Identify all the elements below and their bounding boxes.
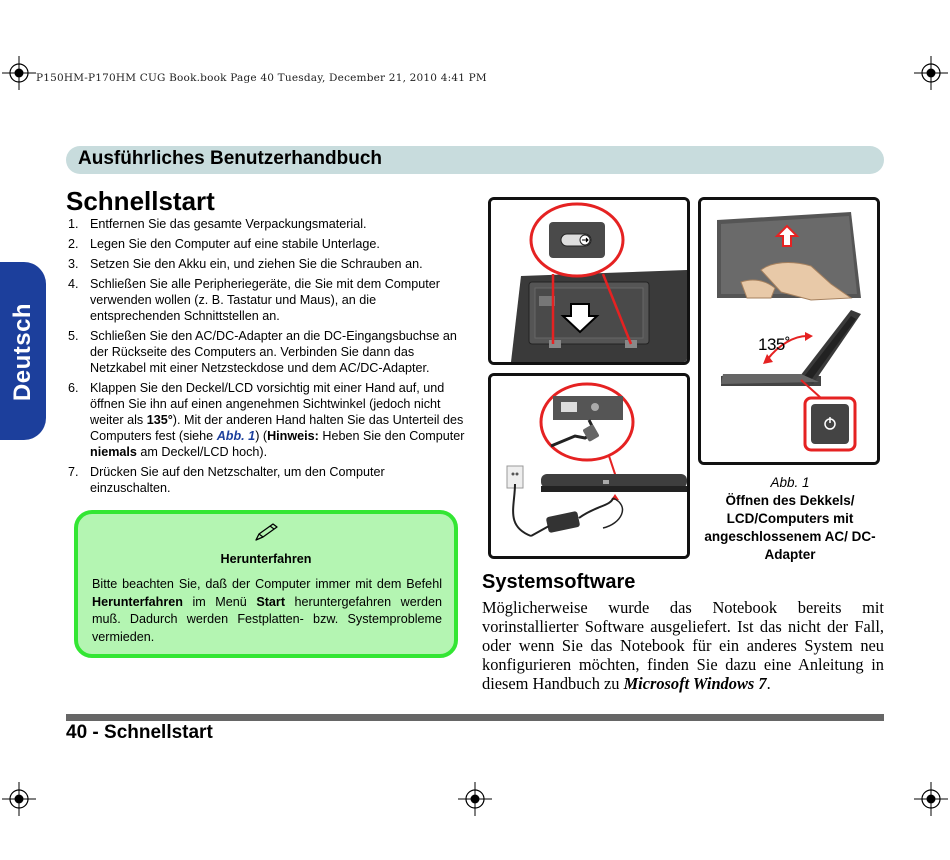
angle-value: 135° bbox=[146, 413, 173, 427]
step-number: 5. bbox=[68, 329, 79, 343]
language-tab-label: Deutsch bbox=[9, 302, 36, 402]
crop-mark-bottom-right bbox=[914, 782, 948, 816]
step-text: Legen Sie den Computer auf eine stabile Unterlage. bbox=[90, 237, 380, 251]
step-text: Drücken Sie auf den Netzschalter, um den Computer einzuschalten. bbox=[90, 465, 385, 495]
step-1 bbox=[66, 216, 468, 232]
crop-info-line: P150HM-P170HM CUG Book.book Page 40 Tuesday, December 21, 2010 4:41 PM bbox=[36, 72, 487, 84]
battery-illustration bbox=[491, 200, 687, 362]
page-footer: 40 - Schnellstart bbox=[66, 722, 213, 743]
figure-caption-text: Öffnen des Dekkels/ LCD/Computers mit angeschlossenem AC/ DC-Adapter bbox=[704, 493, 876, 562]
step-text: Schließen Sie den AC/DC-Adapter an die DC-Eingangsbuchse an der Rückseite des Computers an. Verbinden Sie dann das Netzkabel mit einer Netzsteckdose und dem AC/DC-Adapter. bbox=[90, 329, 457, 375]
figure-panel-battery bbox=[488, 197, 690, 365]
figure-panel-lid-open bbox=[698, 197, 880, 465]
step-text: Entfernen Sie das gesamte Verpackungsmaterial. bbox=[90, 217, 367, 231]
crop-mark-bottom-left bbox=[2, 782, 36, 816]
step-number: 6. bbox=[68, 381, 79, 395]
step-text: Klappen Sie den Deckel/LCD vorsichtig mit einer Hand auf, und öffnen Sie ihn auf einen angenehmen Sichtwinkel (jedoch nicht weiter als bbox=[90, 381, 445, 427]
figure-reference-link[interactable]: Abb. 1 bbox=[216, 429, 256, 443]
page-title: Schnellstart bbox=[66, 186, 215, 216]
body-text: Möglicherweise wurde das Notebook bereits mit vorinstallierter Software ausgeliefert. Ist das nicht der Fall, oder wenn Sie das Notebook für ein anderes System neu konfigurieren möchten, finden Sie dazu eine Anleitung in diesem Handbuch zu bbox=[482, 598, 884, 693]
note-text: Bitte beachten Sie, daß der Computer immer mit dem Befehl bbox=[92, 577, 442, 591]
note-text: heruntergefahren werden muß. Dadurch werden Festplatten- bzw. Systemprobleme vermieden. bbox=[92, 594, 442, 644]
step-number: 1. bbox=[68, 217, 79, 231]
step-number: 3. bbox=[68, 257, 79, 271]
note-command: Herunterfahren bbox=[92, 594, 183, 609]
step-text: Heben Sie den Computer bbox=[318, 429, 465, 443]
note-body bbox=[92, 576, 442, 646]
step-number: 2. bbox=[68, 237, 79, 251]
figure-panel-adapter bbox=[488, 373, 690, 559]
step-3 bbox=[66, 256, 468, 272]
steps-list bbox=[66, 216, 468, 500]
step-text: am Deckel/LCD hoch). bbox=[136, 445, 268, 459]
step-7 bbox=[66, 464, 468, 496]
note-text: im Menü bbox=[182, 594, 257, 609]
systemsoftware-heading: Systemsoftware bbox=[482, 571, 636, 593]
crop-mark-bottom-center bbox=[458, 782, 492, 816]
step-number: 7. bbox=[68, 465, 79, 479]
systemsoftware-body bbox=[482, 598, 884, 693]
step-text: Schließen Sie alle Peripheriegeräte, die Sie mit dem Computer verwenden wollen (z. B. Tastatur und Maus), an die entsprechenden Schnittstellen an. bbox=[90, 277, 440, 323]
section-header: Ausführliches Benutzerhandbuch bbox=[78, 148, 383, 169]
angle-label: 135˚ bbox=[758, 335, 791, 354]
step-number: 4. bbox=[68, 277, 79, 291]
body-text: . bbox=[766, 674, 771, 693]
note-title: Herunterfahren bbox=[220, 552, 312, 566]
figure-caption bbox=[700, 474, 880, 564]
crop-mark-top-left bbox=[2, 56, 36, 90]
figure-caption-ref: Abb. 1 bbox=[770, 475, 810, 490]
step-4 bbox=[66, 276, 468, 324]
product-name: Microsoft Windows 7 bbox=[623, 674, 767, 693]
adapter-illustration bbox=[491, 376, 687, 556]
step-text: ) ( bbox=[255, 429, 268, 443]
step-6 bbox=[66, 380, 468, 460]
note-menu: Start bbox=[256, 594, 286, 609]
lid-open-illustration bbox=[701, 200, 877, 462]
crop-mark-top-right bbox=[914, 56, 948, 90]
emphasis-never: niemals bbox=[90, 445, 137, 459]
hint-label: Hinweis: bbox=[267, 429, 319, 443]
pencil-icon bbox=[252, 521, 280, 543]
step-text: ). Mit der anderen Hand halten Sie das Unterteil des Computers fest (siehe bbox=[90, 413, 464, 443]
step-2 bbox=[66, 236, 468, 252]
footer-rule bbox=[66, 714, 884, 721]
step-5 bbox=[66, 328, 468, 376]
step-text: Setzen Sie den Akku ein, und ziehen Sie die Schrauben an. bbox=[90, 257, 423, 271]
